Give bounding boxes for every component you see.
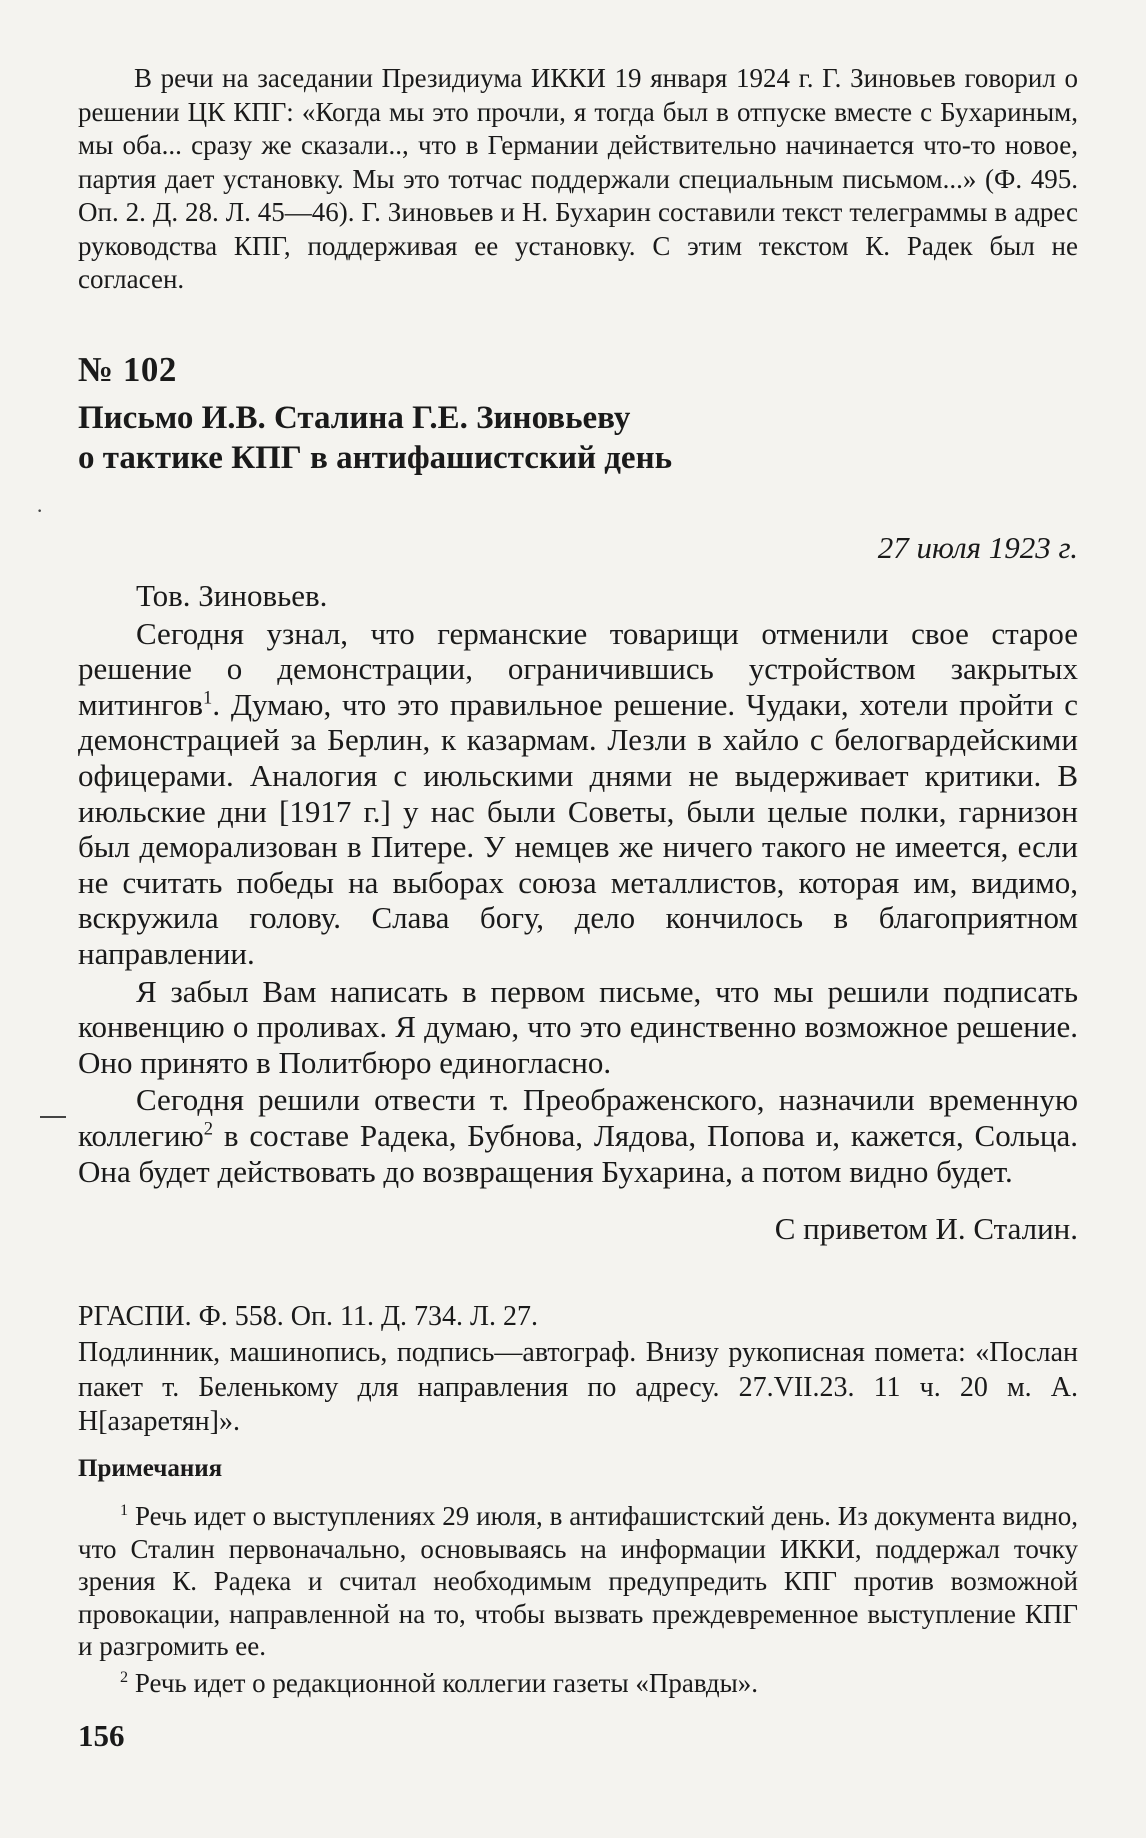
page-number: 156 bbox=[78, 1718, 125, 1753]
notes-heading: Примечания bbox=[78, 1455, 223, 1482]
letter-body bbox=[78, 578, 1078, 1249]
document-date: 27 июля 1923 г. bbox=[877, 530, 1078, 565]
letter-salutation: Тов. Зиновьев. bbox=[136, 578, 328, 613]
letter-paragraph-1-part-b: . Думаю, что это правильное решение. Чудаки, хотели пройти с демонстрацией за Берлин, к казармам. Лезли в хайло с белогвардейскими офицерами. Аналогия с июльскими днями не выдерживает критики. В июльские дни [1917 г.] у нас были Советы, были целые полки, гарнизон был деморализован в Питере. У немцев же ничего такого не имеется, если не считать победы на выборах союза металлистов, которая им, видимо, вскружила голову. Слава богу, дело кончилось в благоприятном направлении. bbox=[78, 686, 1078, 971]
letter-paragraph-3 bbox=[78, 1082, 1078, 1189]
footnote-ref-1[interactable]: 1 bbox=[203, 687, 213, 709]
footnote-ref-2[interactable]: 2 bbox=[203, 1118, 214, 1140]
document-title-line-1: Письмо И.В. Сталина Г.Е. Зиновьеву bbox=[78, 400, 631, 436]
note-1-number: 1 bbox=[120, 1501, 129, 1519]
letter-signature: С приветом И. Сталин. bbox=[774, 1211, 1078, 1247]
archive-reference: РГАСПИ. Ф. 558. Оп. 11. Д. 734. Л. 27. bbox=[78, 1301, 539, 1332]
note-2-number: 2 bbox=[120, 1667, 129, 1686]
letter-paragraph-1 bbox=[78, 616, 1078, 972]
document-number: № 102 bbox=[78, 350, 177, 389]
note-2-text: Речь идет о редакционной коллегии газеты «Правды». bbox=[128, 1667, 759, 1698]
archive-provenance: Подлинник, машинопись, подпись—автограф. Внизу рукописная помета: «Послан пакет т. Беленькому для направления по адресу. 27.VII.23. 11 ч. 20 м. А. Н[азаретян]». bbox=[78, 1337, 1078, 1437]
intro-paragraph bbox=[78, 62, 1078, 297]
letter-paragraph-2: Я забыл Вам написать в первом письме, что мы решили подписать конвенцию о проливах. Я думаю, что это единственно возможное решение. Оно принято в Политбюро единогласно. bbox=[78, 973, 1078, 1080]
notes-section bbox=[78, 1500, 1078, 1703]
letter-paragraph-1-part-a: Сегодня узнал, что германские товарищи отменили свое старое решение о демонстрации, ограничившись устройством закрытых митингов bbox=[78, 615, 1078, 722]
note-1-text: Речь идет о выступлениях 29 июля, в антифашистский день. Из документа видно, что Сталин первоначально, основываясь на информации ИККИ, поддержал точку зрения К. Радека и считал необходимым предупредить КПГ против возможной провокации, направленной на то, чтобы вызвать преждевременное выступление КПГ и разгромить ее. bbox=[78, 1501, 1078, 1661]
document-title bbox=[78, 398, 1078, 478]
margin-dash bbox=[40, 1116, 66, 1118]
document-title-line-2: о тактике КПГ в антифашистский день bbox=[78, 440, 673, 476]
letter-paragraph-3-part-a: Сегодня решили отвести т. Преображенского, назначили временную коллегию bbox=[78, 1082, 1078, 1153]
note-2 bbox=[78, 1667, 1078, 1700]
intro-text: В речи на заседании Президиума ИККИ 19 января 1924 г. Г. Зиновьев говорил о решении ЦК КПГ: «Когда мы это прочли, я тогда был в отпуске вместе с Бухариным, мы оба... сразу же сказали.., что в Германии действительно начинается что-то новое, партия дает установку. Мы это тотчас поддержали специальным письмом...» (Ф. 495. Оп. 2. Д. 28. Л. 45—46). Г. Зиновьев и Н. Бухарин составили текст телеграммы в адрес руководства КПГ, поддерживая ее установку. С этим текстом К. Радек был не согласен. bbox=[78, 63, 1078, 294]
margin-dot: · bbox=[36, 498, 44, 523]
note-1 bbox=[78, 1500, 1078, 1663]
letter-paragraph-3-part-b: в составе Радека, Бубнова, Лядова, Попова и, кажется, Сольца. Она будет действовать до возвращения Бухарина, а потом видно будет. bbox=[78, 1117, 1078, 1189]
